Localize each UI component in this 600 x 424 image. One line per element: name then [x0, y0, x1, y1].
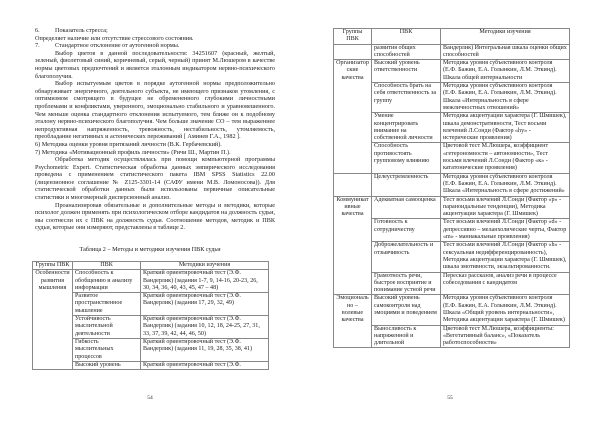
paragraph-text: Выбор цветов в данной последовательности: 34251607 (красный, желтый, зеленый, фиолетовый синий, коричневый, серый, черный) принят М.Люшером в качестве нормы цветовых предпочтений и является эталонным индикатором нервно-психического благополучия. [35, 49, 275, 80]
table-row [334, 196, 570, 219]
pvk-cell: развития общих способностей [372, 44, 441, 60]
methods-table-part2 [333, 28, 570, 348]
pvk-cell: Высокий уровень ответственности [372, 60, 441, 83]
method-cell: Методика уровня субъективного контроля (Е.Ф. Бажин, Е.А. Голынкин, Л.М. Эткинд). Шкала «Общий уровень интернальности», Методика акцентуации характера (Г. Шмишек) [441, 295, 570, 325]
paragraph-text: Проанализировав обязательные и дополнительные методы и методики, которые психолог должен применять при психологическом отборе кандидатов на должность судьи, мы соотнесли их с ПВК на должность судьи. Соотношение методов, методик и ПВК судьи, которые они измеряют, представлены в таблице 2. [35, 201, 275, 232]
paragraph-text: 6) Методика оценки уровня притязаний личности (В.К. Гербачевский). [35, 140, 222, 148]
column-header: Методики изучения [441, 29, 570, 45]
method-cell: Тест восьми влечений Л.Сонди (Фактор «d» - депрессивно – меланхолические черты, Фактор «m» - маниакальные проявления) [441, 219, 570, 242]
column-header: ПВК [372, 29, 441, 45]
pvk-cell: Способность брать на себя ответственность за группу [372, 83, 441, 113]
table-caption: Таблица 2 – Методы и методики изучения ПВК судьи [79, 246, 221, 253]
paragraph-text: Определяет наличие или отсутствие стрессового состояния. [35, 34, 194, 42]
paragraph [35, 149, 275, 157]
method-cell: Методика акцентуации характера (Г. Шмишек), шкала демонстративности, Тест восьми влечений Л.Сонди (Фактор «hy» - истерические проявления) [441, 113, 570, 143]
table-row [334, 295, 570, 325]
pvk-cell: Гибкость мыслительных процессов [73, 338, 141, 361]
column-header: Методики изучения [141, 262, 269, 270]
table-row [33, 270, 269, 293]
group-cell [334, 44, 372, 60]
paragraph [35, 50, 275, 80]
page-number: 55 [447, 395, 453, 401]
method-cell: Методика уровня субъективного контроля (Е.Ф. Бажин, Е.А. Голынкин, Л.М. Эткинд). Шкала «Интернальность в сфере межличностных отношений» [441, 83, 570, 113]
page-number: 54 [147, 395, 153, 401]
group-cell: Коммуникативные качества [334, 196, 372, 295]
pvk-cell: Способность противостоять групповому влиянию [372, 143, 441, 173]
paragraph [35, 80, 275, 141]
pvk-cell: Устойчивость мыслительной деятельности [73, 316, 141, 339]
method-cell: Тест восьми влечений Л.Сонди (Фактор «h» - сексуальная недифференцированность), Методика акцентуации характера (Г. Шмишек), шкала эмотивности, экзальтированности. [441, 242, 570, 272]
pvk-cell: Умение концентрировать внимание на собственной личности [372, 113, 441, 143]
group-cell: Организаторские качества [334, 60, 372, 173]
paragraph-text: Показатель стресса; [55, 27, 108, 34]
table-row [334, 44, 570, 60]
paragraph [35, 42, 275, 50]
paragraph [35, 156, 275, 202]
pvk-cell: Доброжелательность и отзывчивость [372, 242, 441, 272]
body-text [35, 27, 275, 232]
method-cell: Краткий ориентировочный тест (Э.Ф. [141, 361, 269, 369]
method-cell: Методика уровня субъективного контроля (Е.Ф. Бажин, Е.А. Голынкин, Л.М. Эткинд). Шкала «Интернальность в сфере достижений» [441, 173, 570, 196]
list-number: 7. [35, 42, 40, 50]
pvk-cell: Выносливость к напряженной и длительной [372, 325, 441, 348]
pvk-cell: Готовность к сотрудничеству [372, 219, 441, 242]
table-header-row [33, 262, 269, 270]
paragraph [35, 27, 275, 35]
method-cell: Тест восьми влечений Л.Сонди (Фактор «p» - параноидальные тенденции), Методика акцентуации характера (Г. Шмишек) [441, 196, 570, 219]
paragraph-text: Стандартное отклонение от аутогенной нормы. [55, 42, 180, 50]
method-cell: Краткий ориентировочный тест (Э.Ф. Вандерлик) (задания 17, 29, 32, 49) [141, 293, 269, 316]
pvk-cell: Высокий уровень самоконтроля над эмоциями и поведением [372, 295, 441, 325]
methods-table-part1 [32, 261, 269, 370]
paragraph-text: Выбор испытуемым цветов в порядке аутогенной нормы предположительно обнаруживает энергичного, деятельного субъекта, не имеющего признаков утомления, с оптимизмом смотрящего в будущее не обремененного глубокими личностными проблемами и конфликтами, уверенного, эмоционально стабильного и уравновешенного. Чем меньше оценка стандартного отклонения испытуемого, тем ближе он к подобному эталону нервно-психического благополучия. Чем больше значение СО – тем выраженнее непродуктивная напряженность, тревожность, нестабильность, утомляемость, преобладание негативных и астенических переживаний [ Аминев Г.А., 1982 ]. [35, 80, 275, 141]
column-header: ПВК [73, 262, 141, 270]
table-row [334, 60, 570, 83]
method-cell: Цветовой тест М.Люшера, коэффициенты: «Вегетативный баланс», «Показатель работоспособности» [441, 325, 570, 348]
group-cell: Эмоционально – волевые качества [334, 295, 372, 348]
method-cell: Пересказ рассказов, анализ речи в процессе собеседования с кандидатом [441, 272, 570, 295]
table-header-row [334, 29, 570, 45]
pvk-cell: Развитое пространственное мышление [73, 293, 141, 316]
pvk-cell: Адекватная самооценка [372, 196, 441, 219]
method-cell: Цветовой тест М.Люшера, коэффициент «гетерономности – автономности», Тест восьми влечений Л.Сонди (Фактор «к» - кататонические проявления) [441, 143, 570, 173]
method-cell: Краткий ориентировочный тест (Э.Ф. Вандерлик) (задания 11, 19, 28, 35, 38, 41) [141, 338, 269, 361]
paragraph-text: 7) Методика «Мотивационный профиль личности» (Ричи Ш., Мартин П.). [35, 148, 231, 156]
pvk-cell: Высокий уровень [73, 361, 141, 369]
page-right [300, 0, 600, 424]
paragraph-text: Обработка методик осуществлялась при помощи компьютерной программы Psychometric Expert. Статистическая обработка данных эмпирического исследования проведена с применением статистического пакета IBM SPSS Statistics 22.00 (лицензионное соглашение № Z125-3301-14 (САФУ имени М.В. Ломоносова)). Для статистической обработки данных были использованы первичные описательные статистики и многомерный дисперсионный анализ. [35, 156, 275, 202]
group-cell [334, 173, 372, 196]
method-cell: Краткий ориентировочный тест (Э.Ф. Вандерлик) (задания 1-7, 9, 14-16, 20-23, 26, 30, 34, 36, 40, 43, 45, 47 – 48) [141, 270, 269, 293]
pvk-cell: Способность к обобщению и анализу информации [73, 270, 141, 293]
method-cell: Методика уровня субъективного контроля (Е.Ф. Бажин, Е.А. Голынкин, Л.М. Эткинд). Шкала общей интернальности [441, 60, 570, 83]
pvk-cell: Грамотность речи, быстрое восприятие и понимание устной речи [372, 272, 441, 295]
paragraph [35, 202, 275, 232]
paragraph [35, 141, 275, 149]
group-cell: Особенности развития мышления [33, 270, 73, 370]
table-row [334, 173, 570, 196]
method-cell: Краткий ориентировочный тест (Э.Ф. Вандерлик) (задания 10, 12, 18, 24-25, 27, 31, 33, 37, 39, 42, 44, 46, 50) [141, 316, 269, 339]
column-header: Группы ПВК [334, 29, 372, 45]
method-cell: Вандерлик) Интегральная шкала оценки общих способностей [441, 44, 570, 60]
column-header: Группы ПВК [33, 262, 73, 270]
pvk-cell: Целеустремленность [372, 173, 441, 196]
list-number: 6. [35, 27, 40, 34]
paragraph [35, 35, 275, 43]
